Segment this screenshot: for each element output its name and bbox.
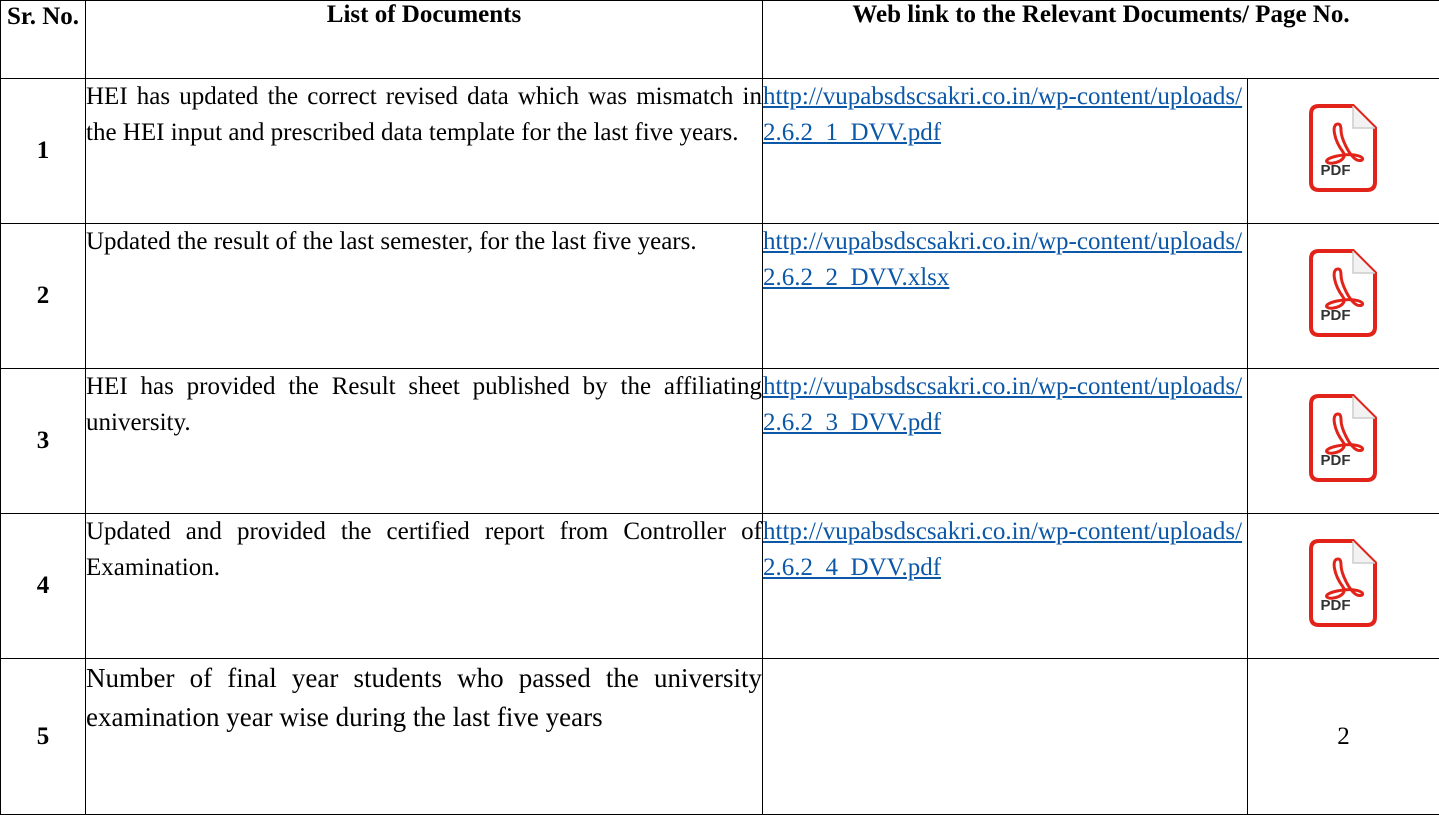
pdf-file-icon[interactable]	[1305, 102, 1383, 196]
table-row	[1, 514, 1439, 659]
pdf-icon-label: PDF	[1305, 162, 1367, 179]
pdf-icon-label: PDF	[1305, 452, 1367, 469]
row-number: 1	[1, 79, 86, 224]
document-description: Number of final year students who passed the university examination year wise during the last five years	[86, 659, 763, 815]
table-row	[1, 79, 1439, 224]
table-row	[1, 659, 1439, 815]
document-link[interactable]: http://vupabsdscsakri.co.in/wp-content/uploads/2.6.2_4_DVV.pdf	[763, 518, 1242, 581]
row-number: 3	[1, 369, 86, 514]
pdf-file-icon[interactable]	[1305, 537, 1383, 631]
document-link-cell	[763, 514, 1248, 659]
document-description: Updated the result of the last semester, for the last five years.	[86, 224, 763, 369]
document-link-cell	[763, 659, 1248, 815]
pdf-icon-cell	[1248, 514, 1439, 659]
document-description: HEI has provided the Result sheet published by the affiliating university.	[86, 369, 763, 514]
header-web-link: Web link to the Relevant Documents/ Page No.	[763, 1, 1439, 79]
document-description: Updated and provided the certified report from Controller of Examination.	[86, 514, 763, 659]
row-number: 2	[1, 224, 86, 369]
pdf-icon-cell	[1248, 369, 1439, 514]
row-number: 4	[1, 514, 86, 659]
table-header-row	[1, 1, 1439, 79]
document-link[interactable]: http://vupabsdscsakri.co.in/wp-content/uploads/2.6.2_1_DVV.pdf	[763, 83, 1242, 146]
document-link[interactable]: http://vupabsdscsakri.co.in/wp-content/uploads/2.6.2_2_DVV.xlsx	[763, 228, 1242, 291]
table-row	[1, 369, 1439, 514]
row-number: 5	[1, 659, 86, 815]
document-link[interactable]: http://vupabsdscsakri.co.in/wp-content/uploads/2.6.2_3_DVV.pdf	[763, 373, 1242, 436]
pdf-icon-label: PDF	[1305, 307, 1367, 324]
pdf-icon-cell	[1248, 224, 1439, 369]
pdf-file-icon[interactable]	[1305, 247, 1383, 341]
document-link-cell	[763, 369, 1248, 514]
document-link-cell	[763, 224, 1248, 369]
header-sr-no: Sr. No.	[1, 1, 86, 79]
document-link-cell	[763, 79, 1248, 224]
table-row	[1, 224, 1439, 369]
page-number: 2	[1248, 659, 1439, 815]
document-description: HEI has updated the correct revised data which was mismatch in the HEI input and prescribed data template for the last five years.	[86, 79, 763, 224]
pdf-icon-label: PDF	[1305, 597, 1367, 614]
header-list-of-documents: List of Documents	[86, 1, 763, 79]
pdf-file-icon[interactable]	[1305, 392, 1383, 486]
pdf-icon-cell	[1248, 79, 1439, 224]
